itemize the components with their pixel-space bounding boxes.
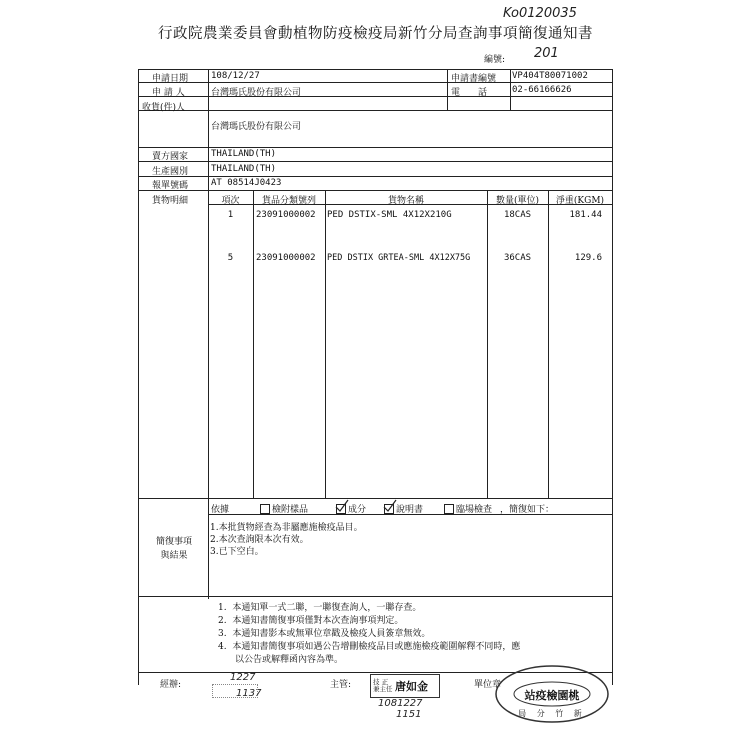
- application-no-label: 申請書編號: [451, 74, 497, 84]
- row1-qty: 18CAS: [503, 210, 532, 220]
- goods-label: 貨物明細: [152, 196, 189, 206]
- basis-option-manual: 說明書: [384, 502, 423, 515]
- result-label-line2: 與結果: [160, 551, 188, 561]
- row2-qty: 36CAS: [503, 253, 532, 263]
- seller-country-label: 賣方國家: [152, 152, 189, 162]
- col-header-code: 貨品分類號列: [261, 196, 316, 206]
- declaration-no-value: AT 08514J0423: [211, 178, 282, 188]
- col-header-name: 貨物名稱: [387, 196, 424, 206]
- row2-code: 23091000002: [256, 253, 316, 263]
- note-3: 3. 本通知書影本或無單位章戳及檢疫人員簽章無效。: [218, 629, 431, 639]
- note-4: 4. 本通知書簡復事項如遇公告增刪檢疫品目或應施檢疫範圍解釋不同時，應: [218, 642, 521, 652]
- application-no-value: VP404T80071002: [512, 71, 588, 81]
- supervisor-stamp: 技 正 兼主任 唐如金: [370, 674, 440, 698]
- seller-country-value: THAILAND(TH): [211, 149, 277, 159]
- origin-country-value: THAILAND(TH): [211, 164, 277, 174]
- result-line-1: 1.本批貨物經查為非屬應施檢疫品目。: [210, 523, 363, 533]
- col-header-item: 項次: [221, 196, 240, 206]
- note-1: 1. 本通知單一式二聯，一聯復查詢人，一聯存查。: [218, 603, 422, 613]
- handwritten-doc-number: Ko0120035: [503, 6, 577, 21]
- basis-suffix: ，簡復如下：: [500, 505, 555, 515]
- result-line-3: 3.已下空白。: [210, 547, 264, 557]
- checkbox-unchecked-icon: [444, 504, 454, 514]
- result-label-line1: 簡復事項: [155, 537, 192, 547]
- checkbox-checked-icon: [384, 504, 394, 514]
- handler-label: 經辦:: [160, 680, 182, 690]
- notification-document: [138, 6, 613, 724]
- row1-name: PED DSTIX-SML 4X12X210G: [327, 210, 452, 220]
- checkbox-unchecked-icon: [260, 504, 270, 514]
- note-2: 2. 本通知書簡復事項僅對本次查詢事項判定。: [218, 616, 404, 626]
- phone-value: 02-66166626: [512, 85, 572, 95]
- unit-seal: 站疫檢園桃 局 分 竹 新: [494, 664, 610, 724]
- applicant-value: 台灣瑪氏股份有限公司: [211, 88, 302, 98]
- row1-weight: 181.44: [569, 210, 602, 220]
- row2-item: 5: [227, 253, 234, 263]
- result-line-2: 2.本次查詢限本次有效。: [210, 535, 309, 545]
- origin-country-label: 生產國別: [152, 167, 189, 177]
- application-date-label: 申請日期: [152, 74, 189, 84]
- handler-handwriting-1: 1227: [230, 672, 256, 683]
- serial-label: 編號:: [484, 55, 506, 65]
- checkbox-checked-icon: [336, 504, 346, 514]
- basis-option-ingredients: 成分: [336, 502, 366, 515]
- basis-option-sample: 檢附樣品: [260, 502, 308, 515]
- handler-handwriting-2: 1137: [236, 688, 262, 699]
- row1-item: 1: [227, 210, 234, 220]
- row2-name: PED DSTIX GRTEA-SML 4X12X75G: [327, 253, 471, 263]
- col-header-qty: 數量(單位): [495, 196, 540, 206]
- unit-seal-label: 單位章: [474, 680, 502, 690]
- supervisor-handwriting-2: 1151: [396, 709, 422, 720]
- col-header-weight: 淨重(KGM): [555, 196, 605, 206]
- supervisor-handwriting-1: 1081227: [378, 698, 423, 709]
- consignee-value: 台灣瑪氏股份有限公司: [211, 122, 302, 132]
- serial-value: 201: [534, 46, 559, 61]
- note-4-cont: 以公告或解釋函內容為準。: [235, 655, 344, 665]
- phone-label: 電 話: [451, 88, 488, 98]
- row2-weight: 129.6: [574, 253, 602, 263]
- consignee-label: 收貨(件)人: [142, 103, 186, 113]
- handler-stamp: [212, 684, 258, 698]
- supervisor-label: 主管:: [330, 680, 352, 690]
- row1-code: 23091000002: [256, 210, 316, 220]
- application-date-value: 108/12/27: [211, 71, 260, 81]
- basis-option-inspection: 臨場檢查: [444, 502, 492, 515]
- basis-label: 依據: [211, 505, 230, 515]
- document-title: 行政院農業委員會動植物防疫檢疫局新竹分局查詢事項簡復通知書: [158, 26, 593, 42]
- applicant-label: 申 請 人: [152, 88, 185, 98]
- declaration-no-label: 報單號碼: [152, 181, 189, 191]
